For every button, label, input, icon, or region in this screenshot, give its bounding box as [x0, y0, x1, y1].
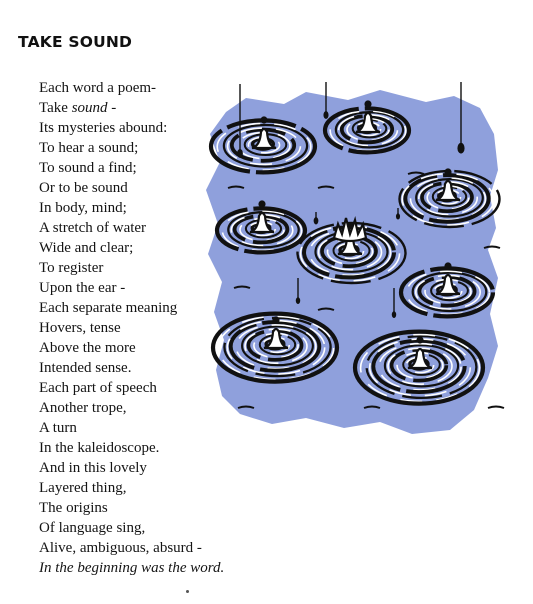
poem-line: [39, 538, 224, 558]
page-mark: [186, 590, 189, 593]
poem-line: [39, 98, 224, 118]
raindrops-ripples-illustration: [198, 78, 510, 448]
poem-line-italic-text: sound: [71, 100, 108, 116]
poem-line-text: Hovers, tense: [39, 320, 121, 336]
poem-line-text: To sound a find;: [39, 160, 137, 176]
poem-line-text: Each part of speech: [39, 380, 157, 396]
poem-line-text: Take: [39, 100, 72, 116]
poem-line-text: To register: [39, 260, 104, 276]
poem-line: [39, 278, 224, 298]
splash-droplet: [258, 200, 265, 207]
raindrop: [323, 111, 328, 119]
poem-line-text: Each separate meaning: [39, 300, 178, 316]
poem-line: [39, 218, 224, 238]
raindrop: [296, 297, 300, 304]
water-stroke: [484, 247, 500, 249]
poem-line-text: -: [107, 100, 117, 116]
poem-line: [39, 238, 224, 258]
poem-line: [39, 298, 224, 318]
poem-line-italic-text: In the beginning was the word.: [39, 560, 225, 576]
splash-droplet: [444, 262, 451, 269]
poem-line: [39, 438, 224, 458]
poem-line: [39, 318, 224, 338]
poem-line: [39, 358, 224, 378]
poem-line: [39, 498, 224, 518]
poem-line: [39, 558, 224, 578]
poem-line: [39, 338, 224, 358]
splash-droplet: [444, 168, 451, 175]
splash-droplet: [416, 336, 423, 343]
poem-line: [39, 198, 224, 218]
poem-line: [39, 378, 224, 398]
poem-line: [39, 158, 224, 178]
poem-line-text: Alive, ambiguous, absurd -: [39, 540, 202, 556]
poem-line-text: Intended sense.: [39, 360, 132, 376]
poem-line-text: And in this lovely: [39, 460, 147, 476]
poem-line-text: In body, mind;: [39, 200, 127, 216]
raindrop: [457, 143, 464, 154]
splash-droplet: [272, 316, 279, 323]
poem-line: [39, 458, 224, 478]
poem-line-text: Layered thing,: [39, 480, 127, 496]
raindrop: [314, 217, 319, 224]
poem-title: TAKE SOUND: [18, 33, 133, 51]
poem-body: [39, 78, 224, 578]
poem-line-text: Or to be sound: [39, 180, 128, 196]
poem-line: [39, 178, 224, 198]
splash-droplet: [364, 100, 371, 107]
splash-droplet: [260, 116, 267, 123]
poem-line: [39, 518, 224, 538]
poem-line-text: In the kaleidoscope.: [39, 440, 160, 456]
poem-line-text: Wide and clear;: [39, 240, 134, 256]
ripple: [355, 332, 483, 404]
raindrop: [396, 213, 400, 219]
poem-line: [39, 398, 224, 418]
raindrop: [392, 311, 396, 318]
poem-line: [39, 418, 224, 438]
poem-line-text: Upon the ear -: [39, 280, 126, 296]
poem-line-text: A stretch of water: [39, 220, 147, 236]
poem-line: [39, 78, 224, 98]
raindrop: [237, 149, 243, 158]
poem-line-text: Its mysteries abound:: [39, 120, 168, 136]
poem-line-text: Another trope,: [39, 400, 127, 416]
poem-line: [39, 118, 224, 138]
poem-line-text: Each word a poem-: [39, 80, 157, 96]
poem-line: [39, 138, 224, 158]
poem-line-text: A turn: [39, 420, 77, 436]
poem-line-text: Above the more: [39, 340, 136, 356]
water-stroke: [488, 407, 504, 409]
poem-line: [39, 478, 224, 498]
poem-line-text: Of language sing,: [39, 520, 146, 536]
ripple: [213, 314, 337, 382]
ripple-artwork: [198, 78, 510, 448]
poem-line: [39, 258, 224, 278]
poem-line-text: To hear a sound;: [39, 140, 139, 156]
poem-line-text: The origins: [39, 500, 108, 516]
